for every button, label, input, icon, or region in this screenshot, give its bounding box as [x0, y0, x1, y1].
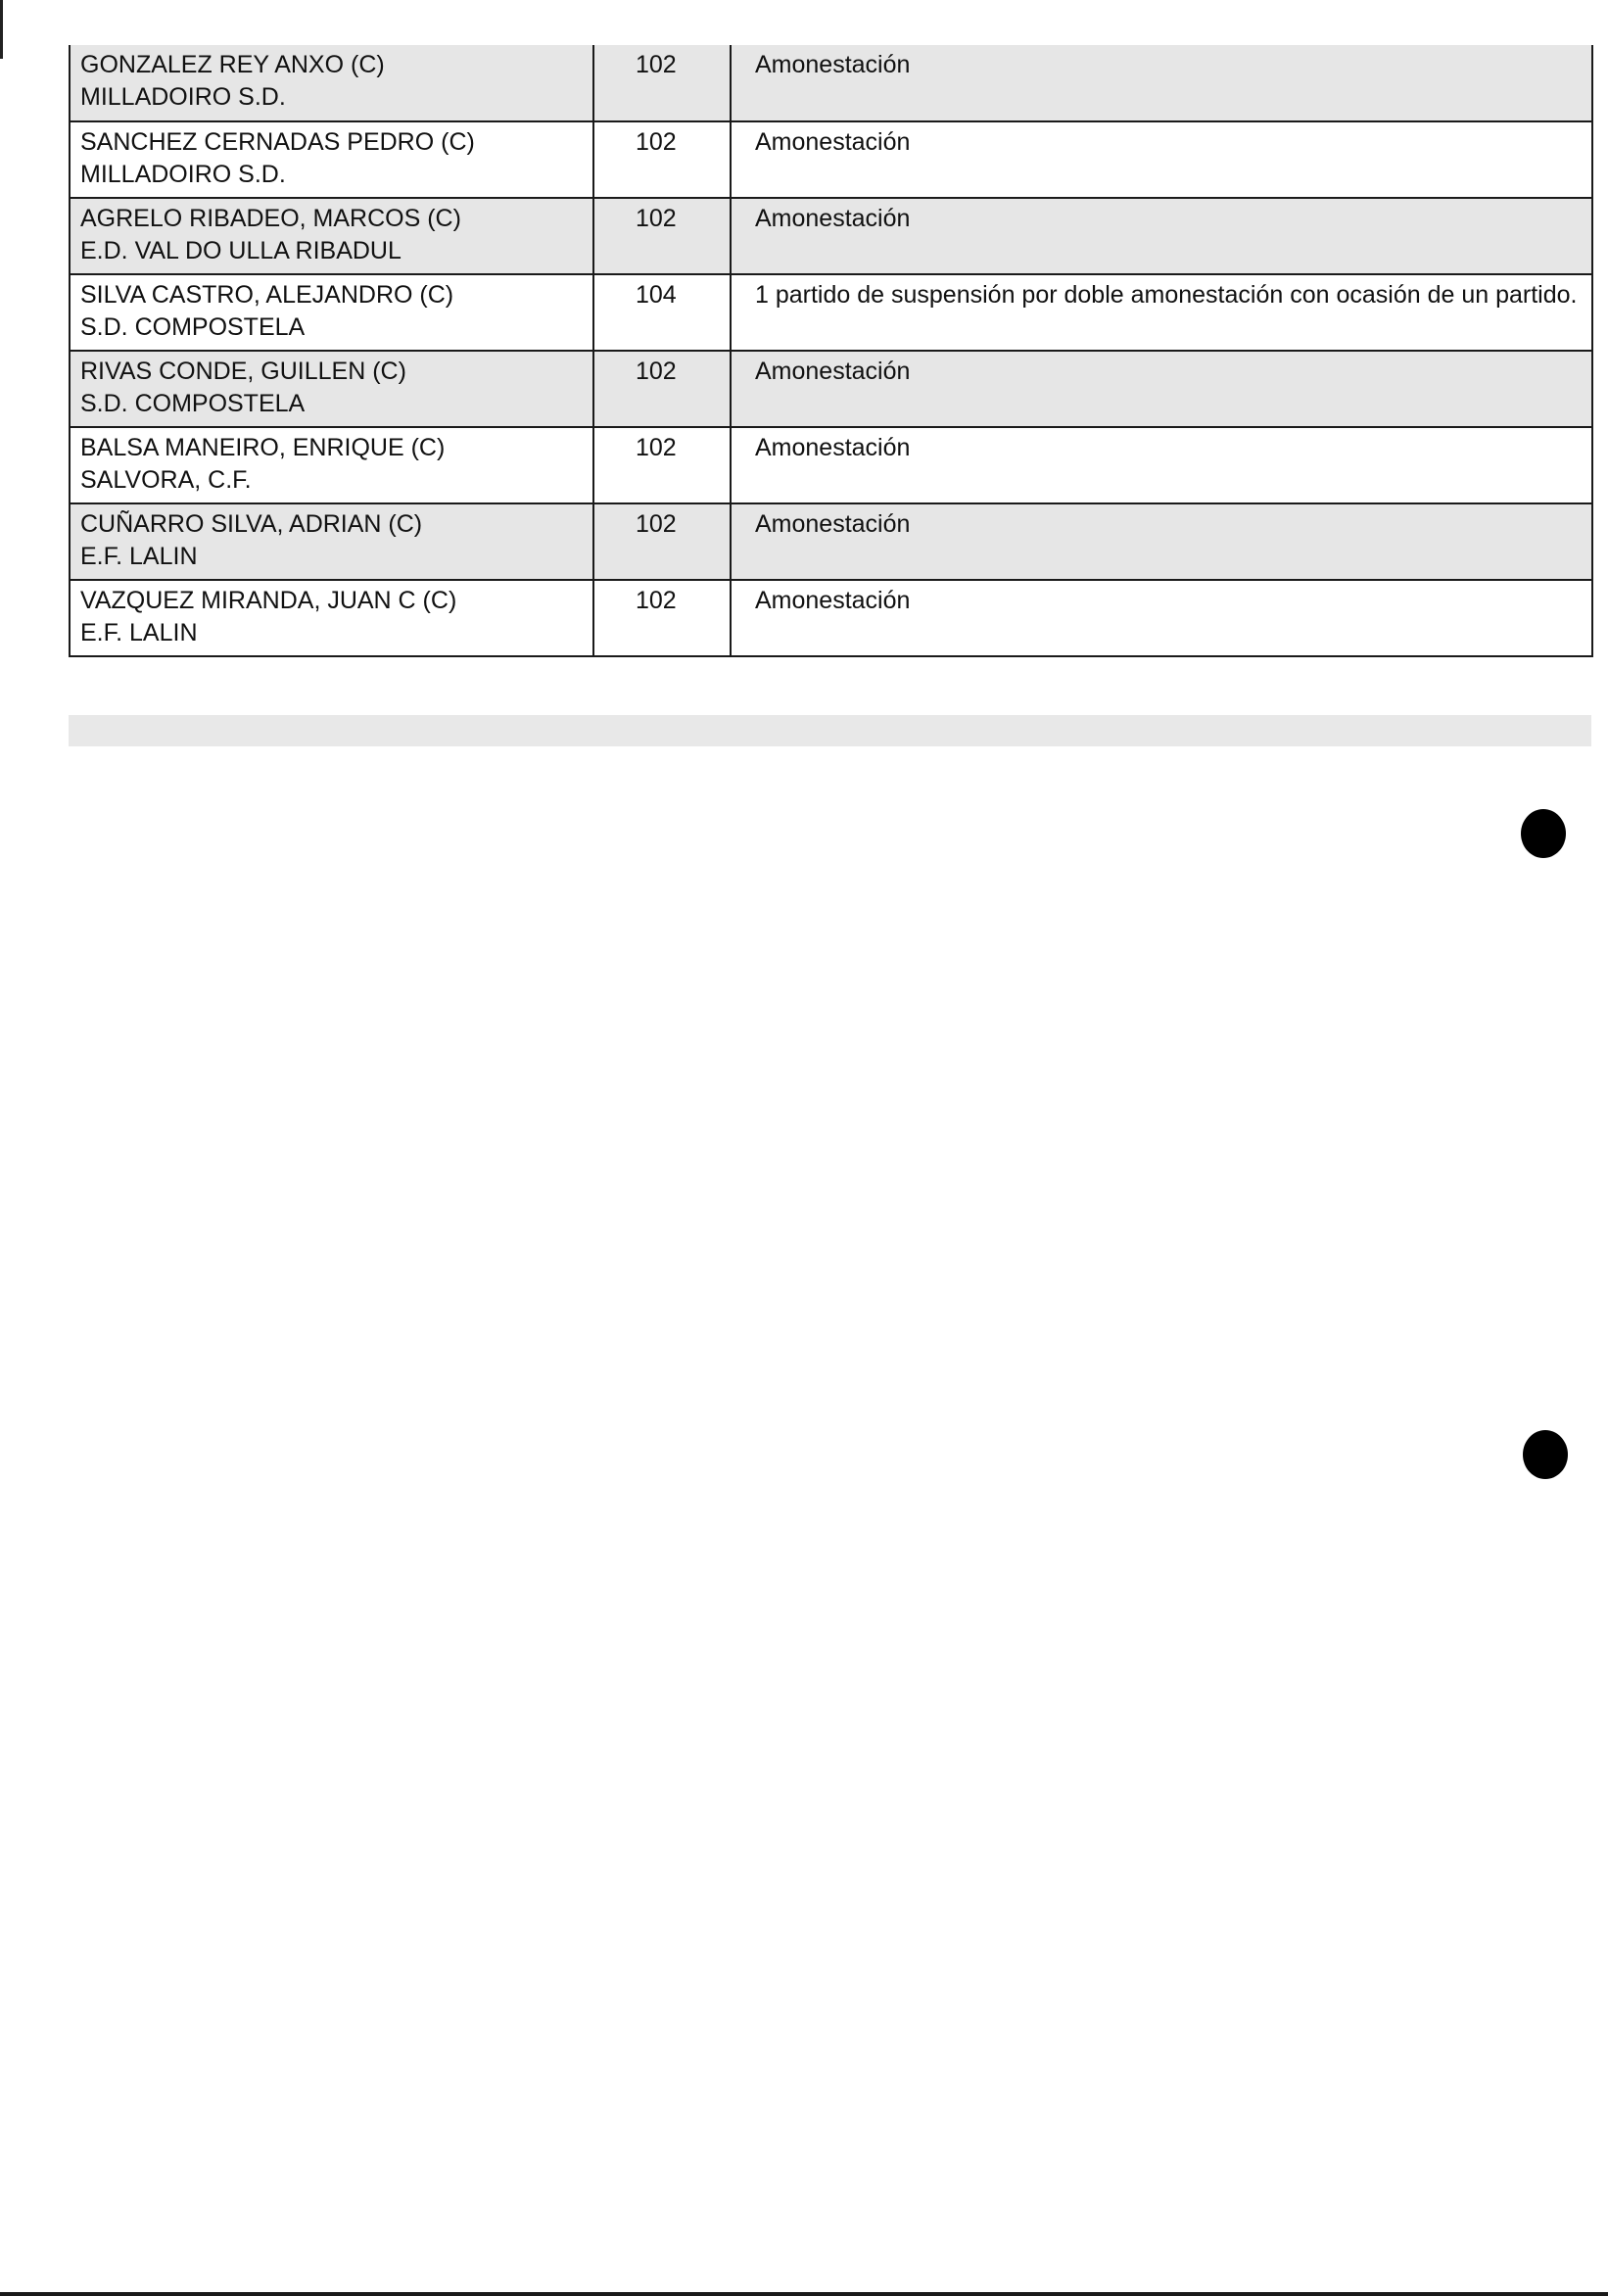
article-cell: 102	[593, 580, 731, 656]
player-club: E.D. VAL DO ULLA RIBADUL	[80, 237, 402, 264]
table-bottom-band	[69, 715, 1591, 746]
player-cell	[70, 503, 593, 580]
table-row	[70, 580, 1592, 656]
page-bottom-edge	[0, 2292, 1608, 2296]
sanction-cell: Amonestación	[731, 45, 1592, 121]
player-cell	[70, 427, 593, 503]
player-cell	[70, 274, 593, 351]
player-cell	[70, 45, 593, 121]
article-cell: 104	[593, 274, 731, 351]
sanction-cell: Amonestación	[731, 121, 1592, 198]
player-name: SANCHEZ CERNADAS PEDRO (C)	[80, 128, 475, 156]
article-cell: 102	[593, 503, 731, 580]
sanction-cell: Amonestación	[731, 351, 1592, 427]
punch-hole	[1521, 809, 1566, 858]
player-club: E.F. LALIN	[80, 619, 198, 646]
player-name: VAZQUEZ MIRANDA, JUAN C (C)	[80, 587, 457, 614]
sanction-cell: Amonestación	[731, 503, 1592, 580]
sanction-cell: Amonestación	[731, 198, 1592, 274]
article-cell: 102	[593, 198, 731, 274]
table-row	[70, 274, 1592, 351]
player-club: E.F. LALIN	[80, 543, 198, 570]
player-club: MILLADOIRO S.D.	[80, 161, 286, 188]
article-cell: 102	[593, 427, 731, 503]
article-cell: 102	[593, 121, 731, 198]
table-row	[70, 198, 1592, 274]
player-name: GONZALEZ REY ANXO (C)	[80, 51, 385, 78]
article-cell: 102	[593, 351, 731, 427]
player-cell	[70, 198, 593, 274]
player-cell	[70, 351, 593, 427]
player-name: SILVA CASTRO, ALEJANDRO (C)	[80, 281, 454, 309]
player-club: S.D. COMPOSTELA	[80, 390, 306, 417]
player-name: CUÑARRO SILVA, ADRIAN (C)	[80, 510, 423, 538]
sanction-cell: 1 partido de suspensión por doble amonestación con ocasión de un partido.	[731, 274, 1592, 351]
player-name: BALSA MANEIRO, ENRIQUE (C)	[80, 434, 446, 461]
table-row	[70, 427, 1592, 503]
player-club: S.D. COMPOSTELA	[80, 313, 306, 341]
table-row	[70, 121, 1592, 198]
player-club: SALVORA, C.F.	[80, 466, 252, 494]
sanction-cell: Amonestación	[731, 427, 1592, 503]
punch-hole	[1523, 1430, 1568, 1479]
player-name: AGRELO RIBADEO, MARCOS (C)	[80, 205, 461, 232]
table-row	[70, 351, 1592, 427]
player-cell	[70, 121, 593, 198]
article-cell: 102	[593, 45, 731, 121]
page-edge-shadow	[0, 0, 3, 59]
player-name: RIVAS CONDE, GUILLEN (C)	[80, 358, 406, 385]
sanction-cell: Amonestación	[731, 580, 1592, 656]
table-row	[70, 45, 1592, 121]
player-cell	[70, 580, 593, 656]
table-row	[70, 503, 1592, 580]
sanctions-table	[69, 45, 1593, 657]
player-club: MILLADOIRO S.D.	[80, 83, 286, 111]
